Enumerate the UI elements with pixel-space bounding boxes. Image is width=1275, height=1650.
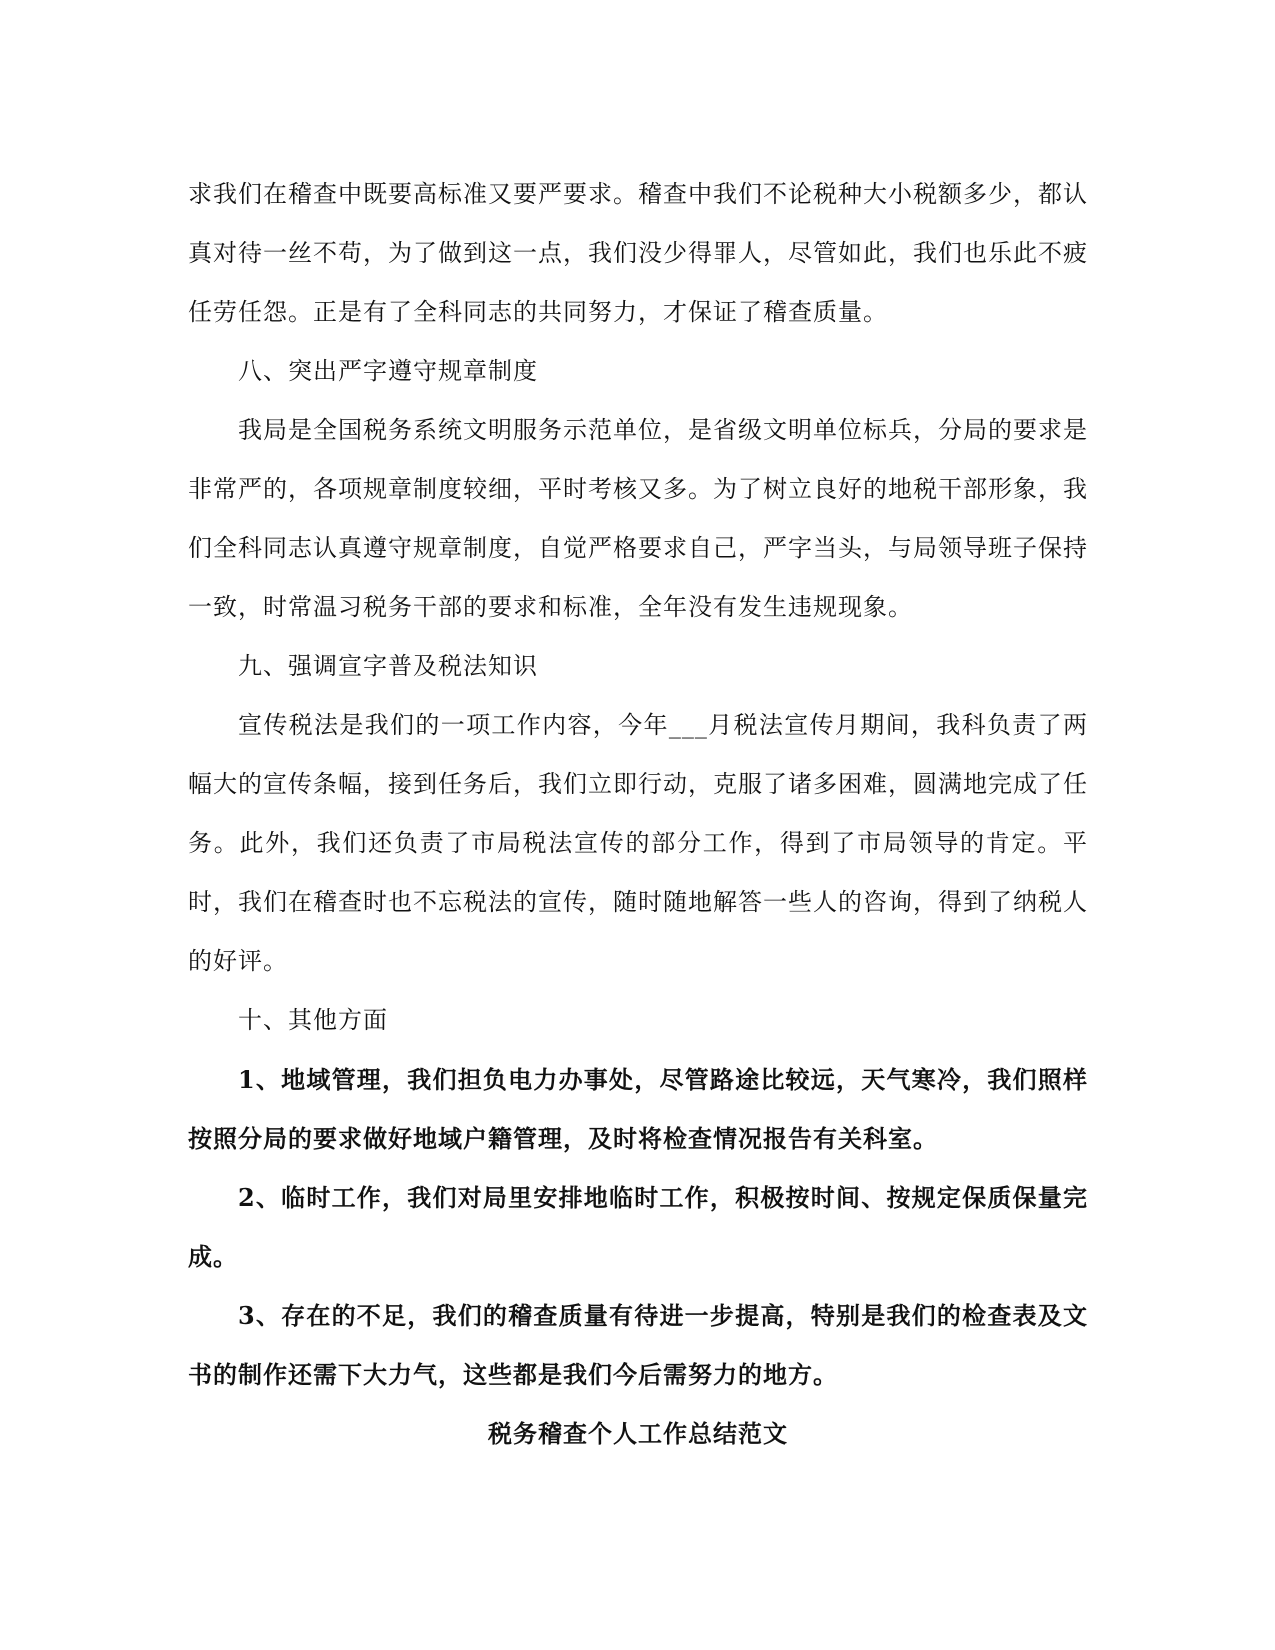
section-9-heading: 九、强调宣字普及税法知识 [238, 652, 538, 680]
intro-paragraph: 求我们在稽查中既要高标准又要严要求。稽查中我们不论税种大小税额多少，都认真对待一丝不苟，为了做到这一点，我们没少得罪人，尽管如此，我们也乐此不疲任劳任怨。正是有了全科同志的共同努力，才保证了稽查质量。 [188, 180, 1088, 326]
section-9-paragraph: 宣传税法是我们的一项工作内容，今年___月税法宣传月期间，我科负责了两幅大的宣传条幅，接到任务后，我们立即行动，克服了诸多困难，圆满地完成了任务。此外，我们还负责了市局税法宣传的部分工作，得到了市局领导的肯定。平时，我们在稽查时也不忘税法的宣传，随时随地解答一些人的咨询，得到了纳税人的好评。 [188, 711, 1088, 975]
section-8-heading: 八、突出严字遵守规章制度 [238, 357, 538, 385]
section-10-item-2: 2、临时工作，我们对局里安排地临时工作，积极按时间、按规定保质保量完成。 [188, 1183, 1088, 1271]
document-body [188, 165, 1088, 1463]
section-10-item-1: 1、地域管理，我们担负电力办事处，尽管路途比较远，天气寒冷，我们照样按照分局的要求做好地域户籍管理，及时将检查情况报告有关科室。 [188, 1065, 1088, 1153]
next-document-title: 税务稽查个人工作总结范文 [488, 1419, 788, 1448]
section-10-item-3: 3、存在的不足，我们的稽查质量有待进一步提高，特别是我们的检查表及文书的制作还需下大力气，这些都是我们今后需努力的地方。 [188, 1301, 1088, 1389]
section-10-heading: 十、其他方面 [238, 1006, 388, 1034]
section-8-paragraph: 我局是全国税务系统文明服务示范单位，是省级文明单位标兵，分局的要求是非常严的，各项规章制度较细，平时考核又多。为了树立良好的地税干部形象，我们全科同志认真遵守规章制度，自觉严格要求自己，严字当头，与局领导班子保持一致，时常温习税务干部的要求和标准，全年没有发生违规现象。 [188, 416, 1088, 621]
